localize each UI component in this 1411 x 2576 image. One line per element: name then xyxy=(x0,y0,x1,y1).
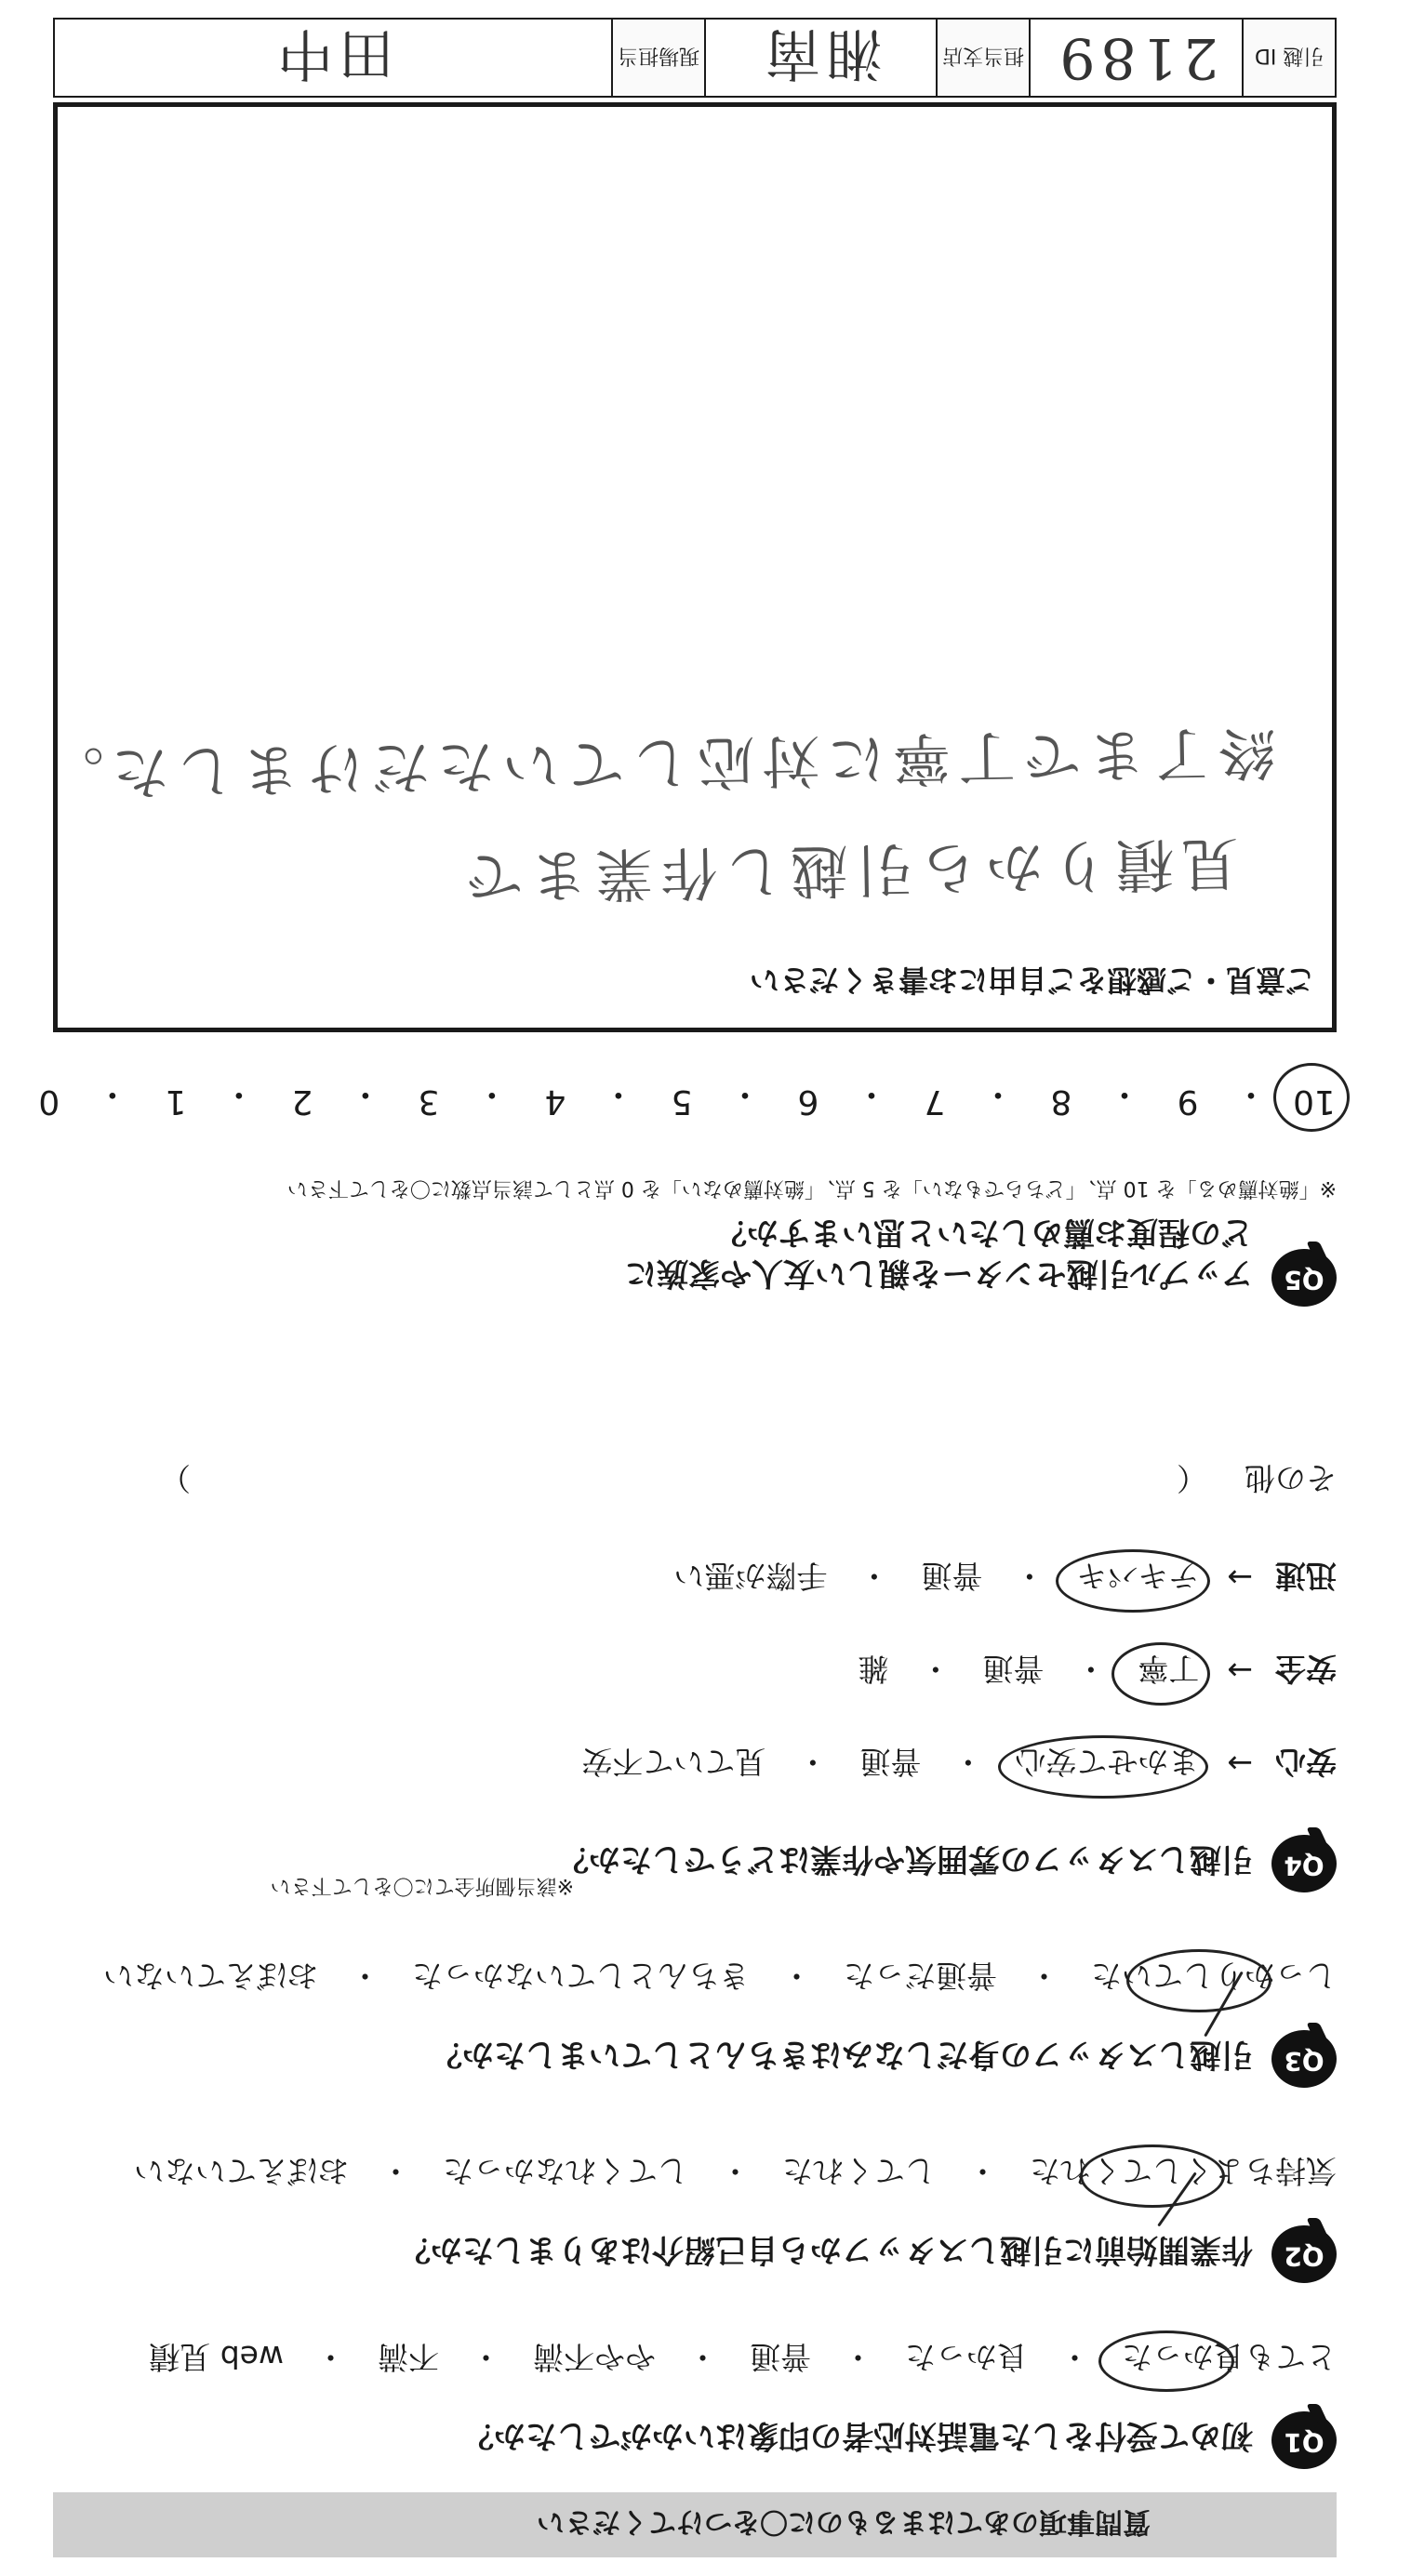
q4-text: 引越しスタッフの雰囲気や作業はどうでしたか？ xyxy=(557,1840,1253,1878)
q1-option-2[interactable]: 良かった xyxy=(905,2339,1028,2375)
q4-row-label: 安心 xyxy=(1275,1744,1337,1780)
selected-circle-mark xyxy=(998,1735,1208,1799)
q4-other-row xyxy=(53,1458,1337,1502)
q5-score-4[interactable]: 4 xyxy=(544,1082,566,1121)
q3-option-3[interactable]: きちんとしていなかった xyxy=(412,1958,750,1994)
q4-safety-option-2[interactable]: 普通 xyxy=(982,1651,1045,1687)
q1-option-4[interactable]: やや不満 xyxy=(533,2339,656,2375)
q4-speed-option-3[interactable]: 手際が悪い xyxy=(673,1558,828,1594)
q4-safety-option-1[interactable]: 丁寧 xyxy=(1138,1649,1199,1693)
q1-option-5[interactable]: 不満 xyxy=(378,2339,439,2375)
selected-circle-mark xyxy=(1056,1549,1210,1613)
selected-circle-mark xyxy=(1273,1063,1350,1132)
q5-badge: Q5 xyxy=(1271,1242,1337,1307)
selected-circle-mark xyxy=(1098,2330,1234,2392)
q4-row-label: 安全 xyxy=(1275,1651,1337,1687)
staff-info-table xyxy=(53,18,1337,98)
q4-safety-option-3[interactable]: 雑 xyxy=(858,1651,889,1687)
branch-value[interactable]: 湘南 xyxy=(704,20,936,96)
q2-option-2[interactable]: してくれた xyxy=(782,2153,936,2189)
q4-row-relief: 安心 → まかせて安心 ・ 普通 ・ 見ていて不安 xyxy=(581,1742,1337,1786)
q3-option-1[interactable]: しっかりしていた xyxy=(1091,1956,1337,1999)
q5-score-10[interactable]: 10 xyxy=(1292,1073,1337,1121)
q5-score-6[interactable]: 6 xyxy=(797,1082,819,1121)
q4-row-label: 迅速 xyxy=(1275,1558,1337,1594)
selected-circle-mark xyxy=(1126,1949,1271,2012)
q2-badge: Q2 xyxy=(1271,2218,1337,2283)
move-id-label: 引越 ID xyxy=(1242,20,1335,96)
handwritten-comment-line-2: 終了まで丁寧に対応していただけました。 xyxy=(38,718,1277,808)
arrow-right-icon: → xyxy=(1227,1560,1253,1596)
q1-option-1[interactable]: とても良かった xyxy=(1122,2337,1337,2381)
q3-options: しっかりしていた ・ 普通だった ・ きちんとしていなかった ・ おぼえていない xyxy=(103,1956,1337,1999)
q1-option-3[interactable]: 普通 xyxy=(750,2339,811,2375)
q3-option-2[interactable]: 普通だった xyxy=(844,1958,997,1994)
handwritten-comment-line-1: 見積りから引越し作業まで xyxy=(457,829,1240,911)
q2-option-1[interactable]: 気持ちよくしてくれた xyxy=(1030,2151,1337,2195)
q4-badge: Q4 xyxy=(1271,1827,1337,1892)
q5-score-0[interactable]: 0 xyxy=(38,1082,60,1121)
q1-text: 初めて受付をした電話対応者の印象はいかがでしたか？ xyxy=(462,2417,1253,2454)
q4-speed-option-2[interactable]: 普通 xyxy=(921,1558,983,1594)
q5-note: ※「絶対薦める」を 10 点、「どちらでもない」を 5 点、「絶対薦めない」を 0 点として該当点数に〇をして下さい xyxy=(286,1176,1337,1200)
q3-text: 引越しスタッフの身だしなみはきちんとしていましたか？ xyxy=(431,2036,1253,2073)
arrow-right-icon: → xyxy=(1227,1746,1253,1782)
q2-option-3[interactable]: してくれなかった xyxy=(443,2153,688,2189)
q5-scale: 10 ・ 9 ・ 8 ・ 7 ・ 6 ・ 5 ・ 4 ・ 3 ・ 2 ・ 1 ・ 0 xyxy=(27,1073,1337,1121)
q4-other-close: ） xyxy=(160,1460,191,1496)
q5-score-8[interactable]: 8 xyxy=(1050,1082,1072,1121)
q5-text-line-2: どの程度お薦めしたいと思いますか？ xyxy=(715,1214,1253,1251)
q4-row-speed: 迅速 → テキパキ ・ 普通 ・ 手際が悪い xyxy=(673,1556,1337,1600)
site-staff-label: 現場担当 xyxy=(611,20,704,96)
branch-label: 担当支店 xyxy=(936,20,1029,96)
q4-relief-option-1[interactable]: まかせて安心 xyxy=(1015,1742,1199,1786)
q1-options: とても良かった ・ 良かった ・ 普通 ・ やや不満 ・ 不満 ・ web 見積 xyxy=(149,2337,1337,2381)
move-id-value[interactable]: 2189 xyxy=(1029,20,1242,96)
comment-box[interactable] xyxy=(38,102,1337,1032)
q5-score-9[interactable]: 9 xyxy=(1177,1082,1199,1121)
q1-option-6[interactable]: web 見積 xyxy=(149,2339,284,2375)
q4-relief-option-2[interactable]: 普通 xyxy=(859,1744,922,1780)
arrow-right-icon: → xyxy=(1227,1653,1253,1689)
q3-badge: Q3 xyxy=(1271,2023,1337,2088)
q2-options: 気持ちよくしてくれた ・ してくれた ・ してくれなかった ・ おぼえていない xyxy=(134,2151,1337,2195)
q3-option-4[interactable]: おぼえていない xyxy=(103,1958,318,1994)
q5-score-1[interactable]: 1 xyxy=(165,1082,187,1121)
q4-speed-option-1[interactable]: テキパキ xyxy=(1076,1556,1199,1600)
q4-other-label: その他 xyxy=(1245,1460,1337,1496)
selected-circle-mark xyxy=(1080,2144,1225,2208)
site-staff-value[interactable]: 田中 xyxy=(272,20,395,86)
q5-text-line-1: アップル引越センターを親しい友人や家族に xyxy=(625,1255,1253,1292)
q4-other-open: （ xyxy=(1177,1460,1207,1496)
header-bar: 質問事項のあてはまるものに〇をつけてください xyxy=(53,2492,1337,2557)
q5-score-3[interactable]: 3 xyxy=(418,1082,440,1121)
q4-row-safety: 安全 → 丁寧 ・ 普通 ・ 雑 xyxy=(858,1649,1337,1693)
q4-note: ※該当個所全てに〇をして下さい xyxy=(270,1874,574,1897)
q5-score-2[interactable]: 2 xyxy=(291,1082,313,1121)
q2-option-4[interactable]: おぼえていない xyxy=(134,2153,349,2189)
comment-label: ご意見・ご感想をご自由にお書きください xyxy=(749,963,1315,998)
q5-score-5[interactable]: 5 xyxy=(671,1082,693,1121)
selected-circle-mark xyxy=(1111,1642,1210,1706)
q1-badge: Q1 xyxy=(1271,2404,1337,2469)
q4-relief-option-3[interactable]: 見ていて不安 xyxy=(581,1744,766,1780)
q2-text: 作業開始前に引越しスタッフから自己紹介はありましたか？ xyxy=(399,2231,1253,2268)
q5-score-7[interactable]: 7 xyxy=(924,1082,946,1121)
